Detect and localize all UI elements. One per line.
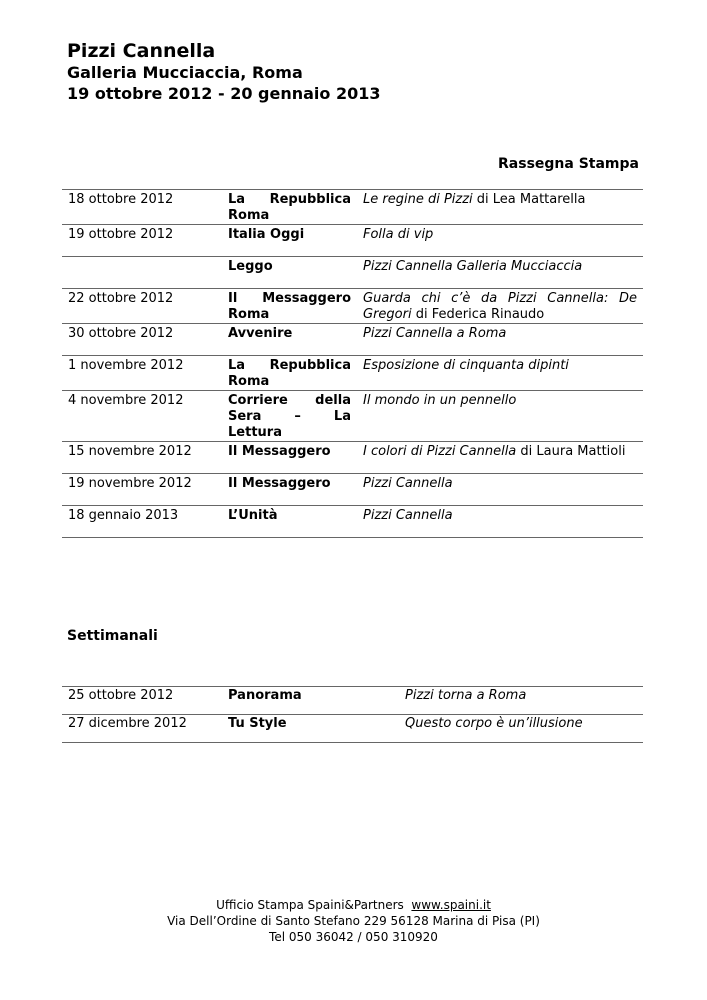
document-header bbox=[67, 41, 381, 104]
table-row bbox=[62, 442, 643, 474]
table-row bbox=[62, 356, 643, 391]
article-title: Esposizione di cinquanta dipinti bbox=[363, 358, 569, 373]
article-title: Le regine di Pizzi bbox=[363, 192, 473, 207]
press-date: 19 ottobre 2012 bbox=[62, 225, 222, 257]
table-row bbox=[62, 687, 643, 715]
publication: Leggo bbox=[222, 257, 357, 289]
article-title: Il mondo in un pennello bbox=[363, 393, 517, 408]
weeklies-heading: Settimanali bbox=[67, 628, 158, 644]
footer-phone: Tel 050 36042 / 050 310920 bbox=[269, 930, 438, 944]
article-cell bbox=[357, 356, 643, 391]
publication: Il Messaggero bbox=[222, 442, 357, 474]
exhibition-title: Pizzi Cannella bbox=[67, 40, 216, 62]
publication: Italia Oggi bbox=[222, 225, 357, 257]
weekly-publication: Panorama bbox=[222, 687, 399, 715]
press-review-table bbox=[62, 189, 643, 538]
article-cell bbox=[357, 391, 643, 442]
article-title: Pizzi Cannella Galleria Mucciaccia bbox=[363, 259, 583, 274]
weekly-article-title: Pizzi torna a Roma bbox=[399, 687, 643, 715]
press-date: 4 novembre 2012 bbox=[62, 391, 222, 442]
weekly-date: 27 dicembre 2012 bbox=[62, 715, 222, 743]
article-title: Pizzi Cannella bbox=[363, 476, 453, 491]
press-date bbox=[62, 257, 222, 289]
table-row bbox=[62, 225, 643, 257]
exhibition-dates: 19 ottobre 2012 - 20 gennaio 2013 bbox=[67, 84, 381, 103]
weekly-article-title: Questo corpo è un’illusione bbox=[399, 715, 643, 743]
exhibition-venue: Galleria Mucciaccia, Roma bbox=[67, 63, 303, 82]
table-row bbox=[62, 391, 643, 442]
article-cell bbox=[357, 324, 643, 356]
publication: L’Unità bbox=[222, 506, 357, 538]
footer-address: Via Dell’Ordine di Santo Stefano 229 56128 Marina di Pisa (PI) bbox=[167, 914, 540, 928]
publication: Corriere della Sera – La Lettura bbox=[222, 391, 357, 442]
publication: La Repubblica Roma bbox=[222, 356, 357, 391]
article-author: di Laura Mattioli bbox=[516, 444, 626, 459]
article-cell bbox=[357, 289, 643, 324]
table-row bbox=[62, 715, 643, 743]
weekly-date: 25 ottobre 2012 bbox=[62, 687, 222, 715]
website-link[interactable]: www.spaini.it bbox=[411, 898, 491, 912]
press-date: 15 novembre 2012 bbox=[62, 442, 222, 474]
article-author: di Lea Mattarella bbox=[472, 192, 586, 207]
table-row bbox=[62, 190, 643, 225]
article-cell bbox=[357, 257, 643, 289]
press-date: 1 novembre 2012 bbox=[62, 356, 222, 391]
article-cell bbox=[357, 506, 643, 538]
press-review-heading: Rassegna Stampa bbox=[498, 156, 639, 172]
article-title: Guarda chi c’è da Pizzi Cannella: De Gregori bbox=[363, 291, 637, 322]
article-cell bbox=[357, 225, 643, 257]
article-cell bbox=[357, 442, 643, 474]
article-author: di Federica Rinaudo bbox=[411, 307, 545, 322]
weeklies-table bbox=[62, 686, 643, 743]
publication: Avvenire bbox=[222, 324, 357, 356]
publication: Il Messaggero bbox=[222, 474, 357, 506]
table-row bbox=[62, 506, 643, 538]
press-date: 30 ottobre 2012 bbox=[62, 324, 222, 356]
table-row bbox=[62, 257, 643, 289]
article-title: Pizzi Cannella bbox=[363, 508, 453, 523]
press-date: 18 ottobre 2012 bbox=[62, 190, 222, 225]
press-date: 18 gennaio 2013 bbox=[62, 506, 222, 538]
weekly-publication: Tu Style bbox=[222, 715, 399, 743]
table-row bbox=[62, 324, 643, 356]
publication: Il Messaggero Roma bbox=[222, 289, 357, 324]
publication: La Repubblica Roma bbox=[222, 190, 357, 225]
article-title: Pizzi Cannella a Roma bbox=[363, 326, 507, 341]
table-row bbox=[62, 289, 643, 324]
article-title: I colori di Pizzi Cannella bbox=[363, 444, 517, 459]
press-office-name: Ufficio Stampa Spaini&Partners bbox=[216, 898, 404, 912]
press-date: 22 ottobre 2012 bbox=[62, 289, 222, 324]
article-cell bbox=[357, 474, 643, 506]
footer bbox=[0, 897, 707, 945]
table-row bbox=[62, 474, 643, 506]
article-cell bbox=[357, 190, 643, 225]
article-title: Folla di vip bbox=[363, 227, 434, 242]
press-date: 19 novembre 2012 bbox=[62, 474, 222, 506]
